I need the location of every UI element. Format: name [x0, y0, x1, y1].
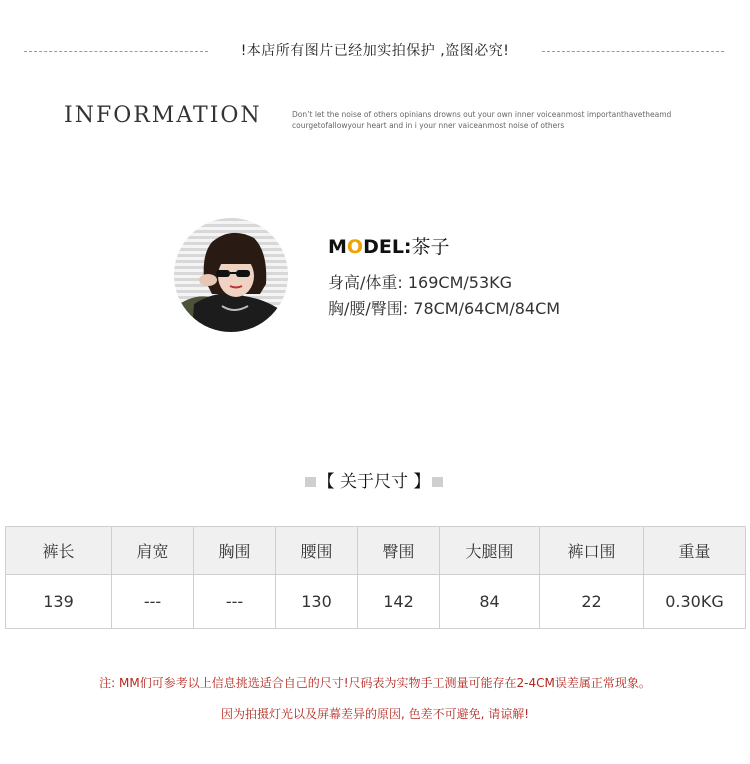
description-line-1: Don’t let the noise of others opinians drowns out your own inner voiceanmost importanthavetheamd [292, 110, 672, 119]
size-section-title: 【 关于尺寸 】 [317, 472, 431, 492]
left-dashed-divider [24, 51, 208, 52]
copyright-notice: !本店所有图片已经加实拍保护 ,盗图必究! [240, 43, 510, 59]
header-waist: 腰围 [276, 527, 358, 575]
model-label-suffix: DEL: [363, 236, 412, 258]
color-note: 因为拍摄灯光以及屏幕差异的原因, 色差不可避免, 请谅解! [220, 707, 530, 721]
size-table [5, 526, 746, 629]
cell-leg-opening: 22 [540, 575, 644, 629]
description-line-2: courgetofallowyour heart and in i your nner vaiceanmost noise of others [292, 121, 565, 130]
cell-waist: 130 [276, 575, 358, 629]
model-measurements: 胸/腰/臀围: 78CM/64CM/84CM [328, 299, 561, 318]
header-chest: 胸围 [194, 527, 276, 575]
header-pants-length: 裤长 [6, 527, 112, 575]
header-shoulder: 肩宽 [112, 527, 194, 575]
model-avatar [174, 218, 288, 332]
table-row [6, 575, 746, 629]
size-table-header-row [6, 527, 746, 575]
cell-hip: 142 [358, 575, 440, 629]
cell-pants-length: 139 [6, 575, 112, 629]
cell-weight: 0.30KG [644, 575, 746, 629]
size-section-heading [305, 470, 443, 494]
size-note: 注: MM们可参考以上信息挑选适合自己的尺寸!尺码表为实物手工测量可能存在2-4CM误差属正常现象。 [99, 676, 651, 690]
header-thigh: 大腿围 [440, 527, 540, 575]
model-name: 茶子 [411, 236, 450, 258]
information-heading: INFORMATION [64, 103, 262, 128]
notice-bar [0, 40, 750, 62]
cell-shoulder: --- [112, 575, 194, 629]
header-weight: 重量 [644, 527, 746, 575]
header-leg-opening: 裤口围 [540, 527, 644, 575]
cell-chest: --- [194, 575, 276, 629]
model-height-weight: 身高/体重: 169CM/53KG [328, 273, 513, 292]
model-label-prefix: M [328, 236, 347, 258]
header-hip: 臀围 [358, 527, 440, 575]
model-label-accent: O [346, 236, 364, 258]
model-photo [174, 218, 288, 332]
information-description [292, 109, 712, 131]
cell-thigh: 84 [440, 575, 540, 629]
model-name-line [328, 232, 450, 259]
right-dashed-divider [542, 51, 724, 52]
